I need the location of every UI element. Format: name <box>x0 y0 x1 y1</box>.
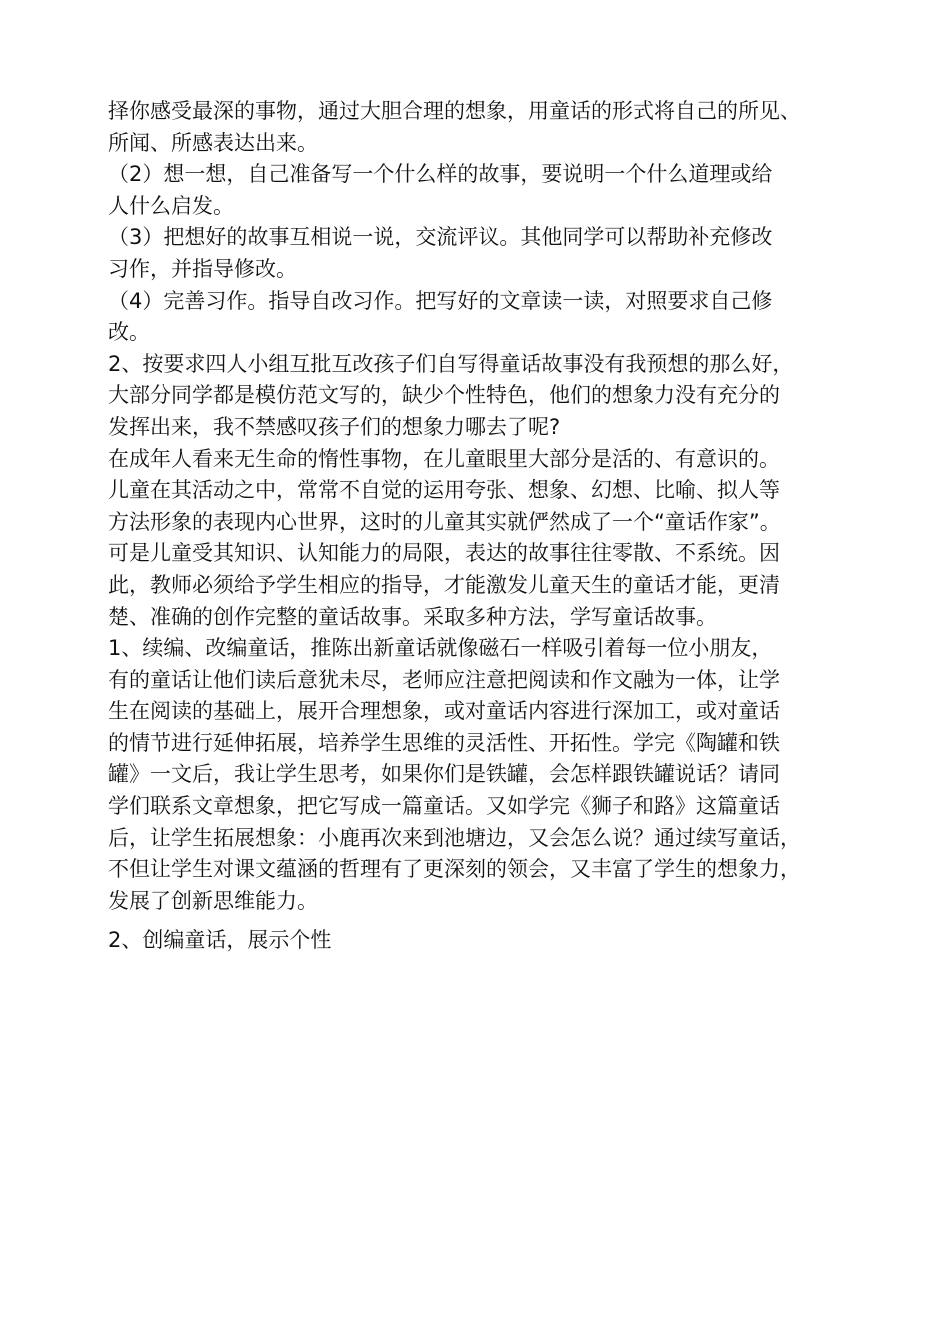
paragraph-step-2 <box>108 159 878 222</box>
text-line: 的情节进行延伸拓展，培养学生思维的灵活性、开拓性。学完《陶罐和铁 <box>108 730 780 755</box>
text-line: （3）把想好的故事互相说一说，交流评议。其他同学可以帮助补充修改 <box>108 225 773 250</box>
text-line: 所闻、所感表达出来。 <box>108 130 318 155</box>
text-line: 人什么启发。 <box>108 193 234 218</box>
text-line: 可是儿童受其知识、认知能力的局限，表达的故事往往零散、不系统。因 <box>108 541 780 566</box>
text-line: 1、续编、改编童话，推陈出新童话就像磁石一样吸引着每一位小朋友， <box>108 636 773 661</box>
document-body <box>108 96 878 957</box>
text-line: （2）想一想，自己准备写一个什么样的故事，要说明一个什么道理或给 <box>108 162 773 187</box>
text-line: 习作，并指导修改。 <box>108 256 297 281</box>
text-line: 择你感受最深的事物，通过大胆合理的想象，用童话的形式将自己的所见、 <box>108 99 801 123</box>
paragraph-reflection <box>108 349 878 444</box>
text-line: 有的童话让他们读后意犹未尽，老师应注意把阅读和作文融为一体，让学 <box>108 667 780 692</box>
paragraph-method-1 <box>108 633 878 917</box>
text-line: 后，让学生拓展想象：小鹿再次来到池塘边，又会怎么说？通过续写童话， <box>108 825 801 850</box>
text-line: 此，教师必须给予学生相应的指导，才能激发儿童天生的童话才能，更清 <box>108 572 780 597</box>
paragraph-method-2 <box>108 925 878 957</box>
text-line: 2、按要求四人小组互批互改孩子们自写得童话故事没有我预想的那么好， <box>108 351 794 376</box>
paragraph-intro <box>108 96 878 159</box>
text-line: 发展了创新思维能力。 <box>108 888 318 913</box>
text-line: 方法形象的表现内心世界，这时的儿童其实就俨然成了一个“童话作家”。 <box>108 509 781 534</box>
text-line: 学们联系文章想象，把它写成一篇童话。又如学完《狮子和路》这篇童话 <box>108 794 780 819</box>
text-line: （4）完善习作。指导自改习作。把写好的文章读一读，对照要求自己修 <box>108 288 773 313</box>
text-line: 在成年人看来无生命的惰性事物，在儿童眼里大部分是活的、有意识的。 <box>108 446 780 471</box>
text-line: 发挥出来，我不禁感叹孩子们的想象力哪去了呢? <box>108 414 561 439</box>
text-line: 楚、准确的创作完整的童话故事。采取多种方法，学写童话故事。 <box>108 604 717 629</box>
text-line: 儿童在其活动之中，常常不自觉的运用夸张、想象、幻想、比喻、拟人等 <box>108 478 780 503</box>
text-line: 生在阅读的基础上，展开合理想象，或对童话内容进行深加工，或对童话 <box>108 699 780 724</box>
text-line: 罐》一文后，我让学生思考，如果你们是铁罐，会怎样跟铁罐说话？请同 <box>108 762 780 787</box>
text-line: 不但让学生对课文蕴涵的哲理有了更深刻的领会，又丰富了学生的想象力， <box>108 857 801 882</box>
paragraph-analysis <box>108 444 878 634</box>
text-line: 改。 <box>108 320 150 345</box>
text-line: 2、创编童话，展示个性 <box>108 928 332 953</box>
paragraph-step-3 <box>108 222 878 285</box>
text-line: 大部分同学都是模仿范文写的，缺少个性特色，他们的想象力没有充分的 <box>108 383 780 408</box>
paragraph-step-4 <box>108 286 878 349</box>
